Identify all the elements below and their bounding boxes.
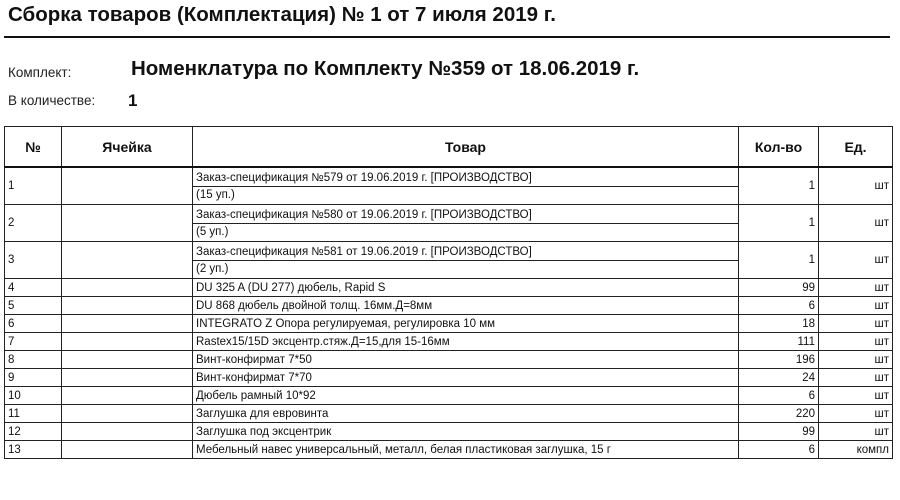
row-item <box>193 405 739 423</box>
row-item <box>193 351 739 369</box>
row-item-name: Винт-конфирмат 7*50 <box>196 353 312 366</box>
row-unit: шт <box>819 369 893 387</box>
row-unit: шт <box>819 279 893 297</box>
row-quantity: 24 <box>739 369 819 387</box>
row-quantity: 1 <box>739 167 819 205</box>
row-quantity: 1 <box>739 205 819 242</box>
row-item <box>193 279 739 297</box>
table-row <box>5 441 893 459</box>
row-unit: шт <box>819 297 893 315</box>
row-item <box>193 369 739 387</box>
row-item-name: Дюбель рамный 10*92 <box>196 389 316 402</box>
row-cell <box>62 279 193 297</box>
row-item-name: Заглушка для евровинта <box>196 407 329 420</box>
row-number: 12 <box>5 423 62 441</box>
row-cell <box>62 315 193 333</box>
row-number: 7 <box>5 333 62 351</box>
row-unit: шт <box>819 423 893 441</box>
row-item-name: Заглушка под эксцентрик <box>196 425 332 438</box>
table-row <box>5 423 893 441</box>
kit-label: Комплект: <box>8 65 72 80</box>
header-num: № <box>5 127 62 168</box>
row-item-package: (15 уп.) <box>193 186 738 202</box>
header-item: Товар <box>193 127 739 168</box>
row-number: 8 <box>5 351 62 369</box>
row-cell <box>62 405 193 423</box>
row-number: 2 <box>5 205 62 242</box>
header-qty: Кол-во <box>739 127 819 168</box>
row-quantity: 6 <box>739 387 819 405</box>
row-cell <box>62 387 193 405</box>
row-unit: шт <box>819 315 893 333</box>
row-number: 10 <box>5 387 62 405</box>
row-number: 1 <box>5 167 62 205</box>
row-item-name: Мебельный навес универсальный, металл, белая пластиковая заглушка, 15 г <box>196 443 611 456</box>
row-number: 3 <box>5 242 62 279</box>
row-cell <box>62 441 193 459</box>
table-row <box>5 387 893 405</box>
row-item-name: INTEGRATO Z Опора регулируемая, регулировка 10 мм <box>196 317 496 330</box>
row-cell <box>62 351 193 369</box>
row-unit: шт <box>819 387 893 405</box>
title-divider <box>4 36 890 38</box>
row-unit: шт <box>819 242 893 279</box>
table-row <box>5 205 893 242</box>
row-item <box>193 205 739 242</box>
row-quantity: 220 <box>739 405 819 423</box>
row-item-name: Заказ-спецификация №580 от 19.06.2019 г. [ПРОИЗВОДСТВО] <box>196 208 532 221</box>
row-number: 13 <box>5 441 62 459</box>
table-row <box>5 333 893 351</box>
table-row <box>5 242 893 279</box>
table-row <box>5 297 893 315</box>
table-row <box>5 167 893 205</box>
row-cell <box>62 369 193 387</box>
row-quantity: 6 <box>739 297 819 315</box>
row-item-package: (2 уп.) <box>193 260 738 276</box>
header-unit: Ед. <box>819 127 893 168</box>
row-cell <box>62 297 193 315</box>
row-unit: шт <box>819 333 893 351</box>
row-item <box>193 333 739 351</box>
table-row <box>5 405 893 423</box>
row-cell <box>62 167 193 205</box>
row-item-name: DU 325 A (DU 277) дюбель, Rapid S <box>196 281 386 294</box>
row-item <box>193 387 739 405</box>
row-quantity: 196 <box>739 351 819 369</box>
row-number: 6 <box>5 315 62 333</box>
row-unit: шт <box>819 167 893 205</box>
table-row <box>5 369 893 387</box>
row-item-name: DU 868 дюбель двойной толщ. 16мм.Д=8мм <box>196 299 433 312</box>
quantity-label: В количестве: <box>8 93 96 108</box>
row-quantity: 18 <box>739 315 819 333</box>
row-cell <box>62 333 193 351</box>
row-unit: шт <box>819 351 893 369</box>
row-quantity: 99 <box>739 279 819 297</box>
row-number: 9 <box>5 369 62 387</box>
row-item <box>193 441 739 459</box>
quantity-value: 1 <box>128 91 138 110</box>
row-unit: компл <box>819 441 893 459</box>
table-row <box>5 279 893 297</box>
row-number: 4 <box>5 279 62 297</box>
row-cell <box>62 242 193 279</box>
row-item-name: Rastex15/15D эксцентр.стяж.Д=15,для 15-16мм <box>196 335 450 348</box>
row-item <box>193 297 739 315</box>
row-unit: шт <box>819 205 893 242</box>
row-item <box>193 167 739 205</box>
kit-value: Номенклатура по Комплекту №359 от 18.06.2019 г. <box>131 57 640 80</box>
table-row <box>5 351 893 369</box>
row-quantity: 1 <box>739 242 819 279</box>
row-cell <box>62 205 193 242</box>
row-item-package: (5 уп.) <box>193 223 738 239</box>
document-title: Сборка товаров (Комплектация) № 1 от 7 июля 2019 г. <box>8 3 556 26</box>
row-item <box>193 242 739 279</box>
row-item-name: Винт-конфирмат 7*70 <box>196 371 312 384</box>
row-item-name: Заказ-спецификация №579 от 19.06.2019 г. [ПРОИЗВОДСТВО] <box>196 171 532 184</box>
header-cell: Ячейка <box>62 127 193 168</box>
row-item <box>193 315 739 333</box>
table-row <box>5 315 893 333</box>
items-table <box>4 126 893 459</box>
row-number: 5 <box>5 297 62 315</box>
table-body <box>5 167 893 459</box>
row-unit: шт <box>819 405 893 423</box>
row-item <box>193 423 739 441</box>
row-item-name: Заказ-спецификация №581 от 19.06.2019 г. [ПРОИЗВОДСТВО] <box>196 245 532 258</box>
row-quantity: 111 <box>739 333 819 351</box>
row-quantity: 6 <box>739 441 819 459</box>
row-quantity: 99 <box>739 423 819 441</box>
row-cell <box>62 423 193 441</box>
table-header-row <box>5 127 893 168</box>
row-number: 11 <box>5 405 62 423</box>
